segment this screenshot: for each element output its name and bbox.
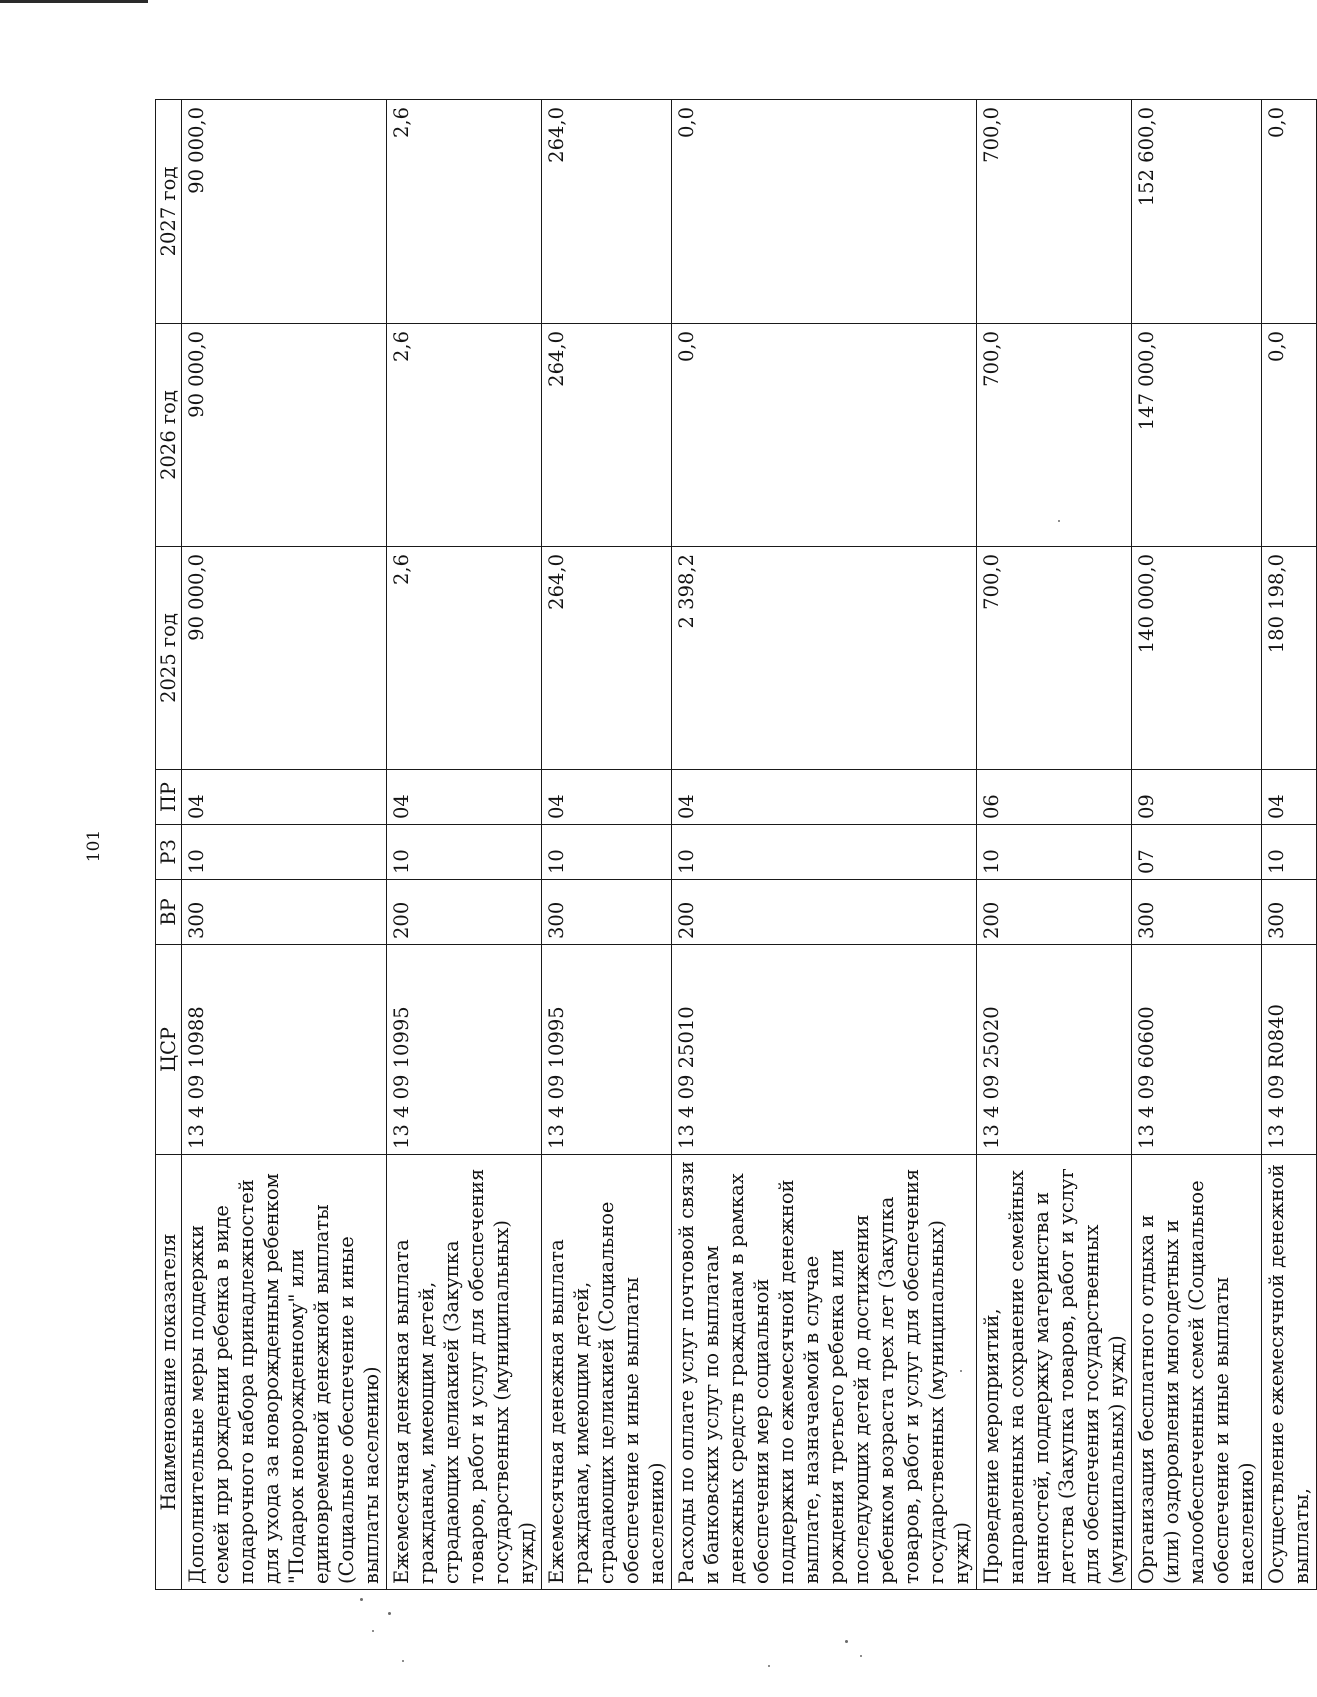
row-2026: 264,0	[542, 324, 672, 547]
row-rz: 10	[977, 825, 1132, 880]
row-2025: 90 000,0	[182, 547, 387, 770]
row-2025: 264,0	[542, 547, 672, 770]
row-2025: 140 000,0	[1132, 547, 1262, 770]
row-2025: 2,6	[387, 547, 542, 770]
scan-speck	[1058, 520, 1060, 522]
rotated-page-content	[155, 100, 1313, 1590]
row-csr: 13 4 09 25010	[672, 945, 977, 1155]
row-name: Дополнительные меры поддержки семей при рождении ребенка в виде подарочного набора принадлежностей для ухода за новорожденным ребенком "Подарок новорожденному" или единовременной денежной выплаты (Социальное обеспечение и иные выплаты населению)	[182, 1155, 387, 1590]
row-name: Организация бесплатного отдыха и (или) оздоровления многодетных и малообеспеченных семей (Социальное обеспечение и иные выплаты населению)	[1132, 1155, 1262, 1590]
row-pr: 06	[977, 770, 1132, 825]
table-row	[977, 100, 1132, 1590]
scan-speck	[360, 1598, 363, 1601]
row-2027: 152 600,0	[1132, 100, 1262, 324]
row-2027: 90 000,0	[182, 100, 387, 324]
row-rz: 10	[672, 825, 977, 880]
row-rz: 10	[1262, 825, 1317, 880]
row-rz: 10	[387, 825, 542, 880]
scan-speck	[860, 1655, 862, 1657]
row-2025: 700,0	[977, 547, 1132, 770]
header-2026: 2026 год	[156, 324, 182, 547]
row-2025: 2 398,2	[672, 547, 977, 770]
header-2027: 2027 год	[156, 100, 182, 324]
row-2027: 700,0	[977, 100, 1132, 324]
scan-speck	[402, 1660, 404, 1662]
row-name: Расходы по оплате услуг почтовой связи и банковских услуг по выплатам денежных средств гражданам в рамках обеспечения мер социальной поддержки по ежемесячной денежной выплате, назначаемой в случае рождения третьего ребенка или последующих детей до достижения ребенком возраста трех лет (Закупка товаров, работ и услуг для обеспечения государственных (муниципальных) нужд)	[672, 1155, 977, 1590]
table-row	[542, 100, 672, 1590]
row-rz: 07	[1132, 825, 1262, 880]
row-2026: 0,0	[1262, 324, 1317, 547]
row-rz: 10	[542, 825, 672, 880]
table-row	[182, 100, 387, 1590]
row-name: Осуществление ежемесячной денежной выплаты,	[1262, 1155, 1317, 1590]
row-name: Ежемесячная денежная выплата гражданам, имеющим детей, страдающих целиакией (Закупка товаров, работ и услуг для обеспечения государственных (муниципальных) нужд)	[387, 1155, 542, 1590]
row-csr: 13 4 09 60600	[1132, 945, 1262, 1155]
row-2026: 147 000,0	[1132, 324, 1262, 547]
scan-speck	[388, 1612, 391, 1615]
row-2026: 0,0	[672, 324, 977, 547]
row-vr: 200	[387, 880, 542, 945]
row-csr: 13 4 09 25020	[977, 945, 1132, 1155]
row-2025: 180 198,0	[1262, 547, 1317, 770]
row-csr: 13 4 09 10988	[182, 945, 387, 1155]
header-rz: РЗ	[156, 825, 182, 880]
row-vr: 300	[542, 880, 672, 945]
row-name: Проведение мероприятий, направленных на сохранение семейных ценностей, поддержку материнства и детства (Закупка товаров, работ и услуг для обеспечения государственных (муниципальных) нужд)	[977, 1155, 1132, 1590]
table-row	[672, 100, 977, 1590]
row-2027: 2,6	[387, 100, 542, 324]
budget-table	[155, 99, 1317, 1590]
page-number: 101	[84, 829, 104, 863]
table-row	[1132, 100, 1262, 1590]
table-row	[1262, 100, 1317, 1590]
scan-speck	[768, 1665, 770, 1667]
scan-speck	[960, 1370, 962, 1372]
row-vr: 200	[977, 880, 1132, 945]
table-row	[387, 100, 542, 1590]
row-pr: 04	[387, 770, 542, 825]
row-pr: 04	[542, 770, 672, 825]
row-pr: 09	[1132, 770, 1262, 825]
row-2027: 0,0	[672, 100, 977, 324]
scan-speck	[372, 1630, 374, 1632]
scan-speck	[845, 1640, 848, 1643]
row-2026: 700,0	[977, 324, 1132, 547]
header-2025: 2025 год	[156, 547, 182, 770]
row-csr: 13 4 09 10995	[542, 945, 672, 1155]
header-row	[156, 100, 182, 1590]
row-2026: 2,6	[387, 324, 542, 547]
row-2027: 264,0	[542, 100, 672, 324]
row-vr: 300	[182, 880, 387, 945]
header-pr: ПР	[156, 770, 182, 825]
row-2027: 0,0	[1262, 100, 1317, 324]
header-name: Наименование показателя	[156, 1155, 182, 1590]
row-pr: 04	[672, 770, 977, 825]
scan-edge-mark	[0, 0, 148, 3]
row-name: Ежемесячная денежная выплата гражданам, имеющим детей, страдающих целиакией (Социальное обеспечение и иные выплаты населению)	[542, 1155, 672, 1590]
row-csr: 13 4 09 R0840	[1262, 945, 1317, 1155]
header-csr: ЦСР	[156, 945, 182, 1155]
row-csr: 13 4 09 10995	[387, 945, 542, 1155]
row-vr: 200	[672, 880, 977, 945]
row-vr: 300	[1262, 880, 1317, 945]
row-rz: 10	[182, 825, 387, 880]
header-vr: ВР	[156, 880, 182, 945]
row-pr: 04	[182, 770, 387, 825]
row-vr: 300	[1132, 880, 1262, 945]
row-pr: 04	[1262, 770, 1317, 825]
row-2026: 90 000,0	[182, 324, 387, 547]
